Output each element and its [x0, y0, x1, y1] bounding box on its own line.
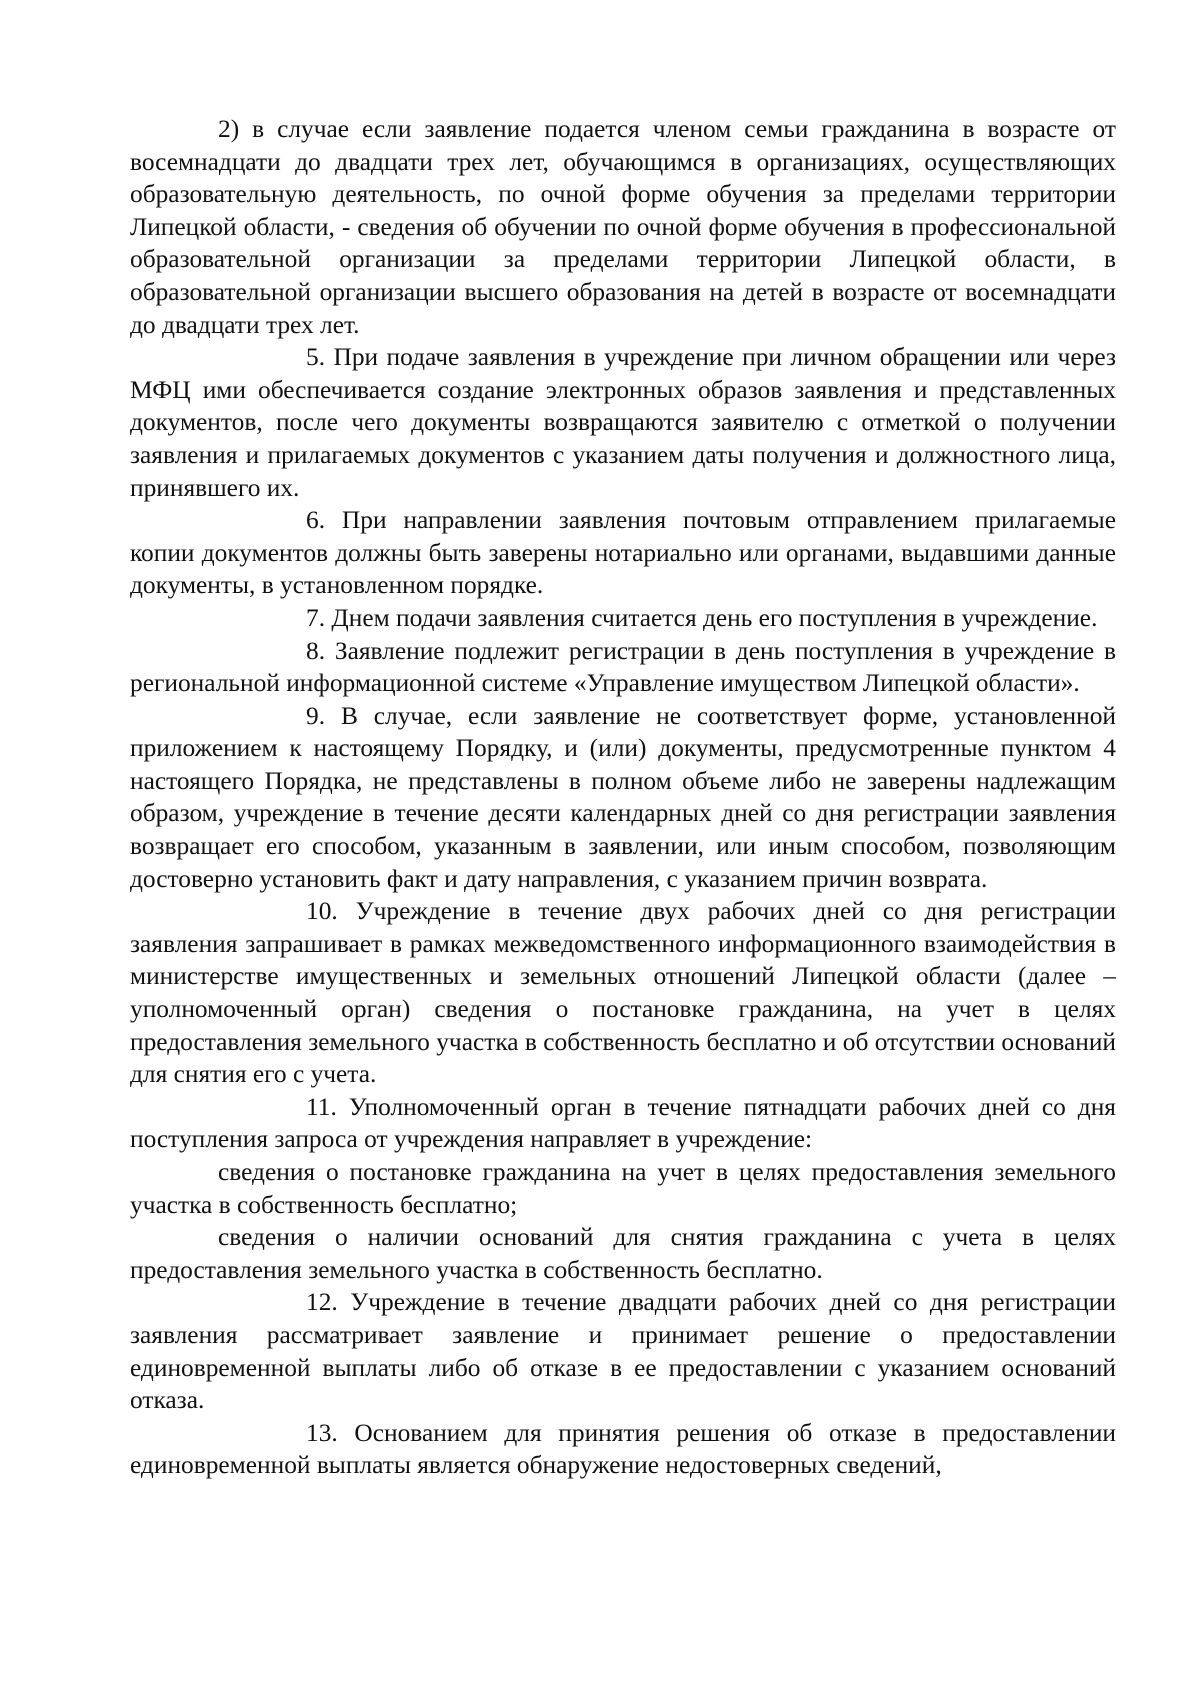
paragraph-number: 6.	[306, 506, 326, 535]
paragraph-number: 5.	[306, 343, 326, 372]
paragraph-text: Основанием для принятия решения об отказе в предоставлении единовременной выплаты является обнаружение недостоверных сведений,	[130, 1418, 1116, 1480]
paragraph-text: Уполномоченный орган в течение пятнадцати рабочих дней со дня поступления запроса от учреждения направляет в учреждение:	[130, 1092, 1116, 1154]
paragraph-10	[130, 895, 1116, 1091]
paragraph-5	[130, 341, 1116, 504]
paragraph-6	[130, 504, 1116, 602]
paragraph-text: Днем подачи заявления считается день его поступления в учреждение.	[331, 603, 1098, 632]
paragraph-number: 11.	[306, 1092, 337, 1121]
paragraph-text: сведения о наличии оснований для снятия гражданина с учета в целях предоставления земельного участка в собственность бесплатно.	[130, 1223, 1116, 1284]
paragraph-text: При подаче заявления в учреждение при личном обращении или через МФЦ ими обеспечивается создание электронных образов заявления и представленных документов, после чего документы возвращаются заявителю с отметкой о получении заявления и прилагаемых документов с указанием даты получения и должностного лица, принявшего их.	[130, 343, 1116, 502]
paragraph-number: 8.	[306, 636, 326, 665]
paragraph-text: Учреждение в течение двадцати рабочих дней со дня регистрации заявления рассматривает заявление и принимает решение о предоставлении единовременной выплаты либо об отказе в ее предоставлении с указанием оснований отказа.	[130, 1288, 1116, 1415]
paragraph-number: 7.	[306, 603, 326, 632]
paragraph-text: Заявление подлежит регистрации в день поступления в учреждение в региональной информационной системе «Управление имуществом Липецкой области».	[130, 636, 1116, 698]
paragraph-7	[130, 602, 1116, 635]
paragraph-9	[130, 700, 1116, 896]
paragraph-11	[130, 1091, 1116, 1156]
paragraph-text: Учреждение в течение двух рабочих дней со дня регистрации заявления запрашивает в рамках межведомственного информационного взаимодействия в министерстве имущественных и земельных отношений Липецкой области (далее – уполномоченный орган) сведения о постановке гражданина, на учет в целях предоставления земельного участка в собственность бесплатно и об отсутствии оснований для снятия его с учета.	[130, 897, 1116, 1089]
paragraph-12	[130, 1286, 1116, 1416]
paragraph-11-item-2	[130, 1221, 1116, 1286]
paragraph-number: 9.	[306, 701, 326, 730]
document-body	[130, 113, 1116, 1482]
paragraph-text: В случае, если заявление не соответствует форме, установленной приложением к настоящему Порядку, и (или) документы, предусмотренные пунктом 4 настоящего Порядка, не представлены в полном объеме либо не заверены надлежащим образом, учреждение в течение десяти календарных дней со дня регистрации заявления возвращает его способом, указанным в заявлении, или иным способом, позволяющим достоверно установить факт и дату направления, с указанием причин возврата.	[130, 701, 1116, 893]
paragraph-number: 13.	[306, 1418, 338, 1447]
paragraph-text: При направлении заявления почтовым отправлением прилагаемые копии документов должны быть заверены нотариально или органами, выдавшими данные документы, в установленном порядке.	[130, 506, 1116, 600]
paragraph-item-4-2	[130, 113, 1116, 341]
paragraph-number: 10.	[306, 897, 338, 926]
paragraph-8	[130, 635, 1116, 700]
paragraph-text: 2) в случае если заявление подается членом семьи гражданина в возрасте от восемнадцати до двадцати трех лет, обучающимся в организациях, осуществляющих образовательную деятельность, по очной форме обучения за пределами территории Липецкой области, - сведения об обучении по очной форме обучения в профессиональной образовательной организации за пределами территории Липецкой области, в образовательной организации высшего образования на детей в возрасте от восемнадцати до двадцати трех лет.	[130, 115, 1116, 339]
paragraph-13	[130, 1417, 1116, 1482]
paragraph-11-item-1	[130, 1156, 1116, 1221]
paragraph-number: 12.	[306, 1288, 338, 1317]
paragraph-text: сведения о постановке гражданина на учет в целях предоставления земельного участка в собственность бесплатно;	[130, 1158, 1116, 1219]
